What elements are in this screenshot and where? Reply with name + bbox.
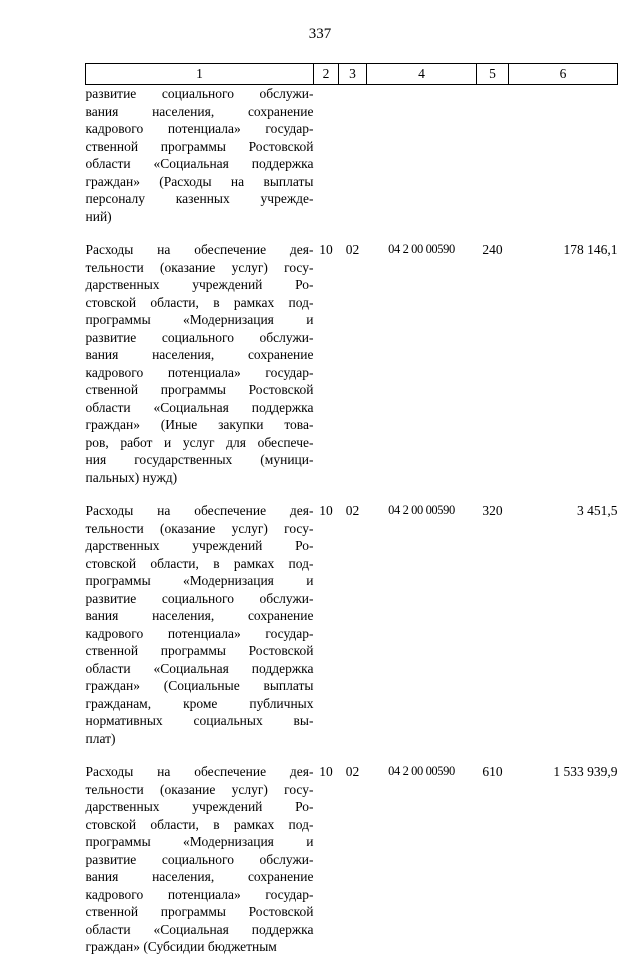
expense-type-code: 610 [482, 764, 503, 779]
description-line: программы «Модернизация и [85, 834, 314, 849]
description-line: кадрового потенциала» государ- [85, 625, 314, 641]
description-line: ственной программы Ростовской [85, 643, 314, 658]
description-line: программы «Модернизация и [85, 312, 314, 327]
description-line: гражданам, кроме публичных [85, 695, 314, 711]
description-line: программы «Модернизация и [85, 573, 314, 588]
target-article-code: 04 2 00 00590 [388, 242, 455, 256]
description-line: пальных) нужд) [85, 469, 178, 485]
target-article-code: 04 2 00 00590 [388, 503, 455, 517]
description-line: кадрового потенциала» государ- [85, 364, 314, 380]
description-line: тельности (оказание услуг) госу- [85, 520, 314, 536]
description-line: плат) [85, 730, 116, 746]
description-line: вания населения, сохранение [85, 103, 314, 119]
description-line: тельности (оказание услуг) госу- [85, 781, 314, 797]
subsection-code: 02 [345, 503, 360, 518]
description-line: вания населения, сохранение [85, 608, 314, 623]
description-line: Расходы на обеспечение дея- [85, 764, 314, 779]
description-line: области «Социальная поддержка [85, 399, 314, 415]
description-line: кадрового потенциала» государ- [85, 886, 314, 902]
description-line: стовской области, в рамках под- [85, 294, 314, 310]
budget-table [85, 63, 618, 956]
subsection-code: 02 [345, 764, 360, 779]
description-line: области «Социальная поддержка [85, 660, 314, 676]
description-line: граждан» (Социальные выплаты [85, 678, 314, 693]
description-line: граждан» (Расходы на выплаты [85, 173, 314, 189]
description-line: персоналу казенных учрежде- [85, 191, 314, 206]
header-col-5: 5 [477, 64, 509, 85]
description-line: дарственных учреждений Ро- [85, 799, 314, 814]
description-line: ния государственных (муници- [85, 452, 314, 467]
description-line: нормативных социальных вы- [85, 713, 314, 728]
header-col-3: 3 [339, 64, 367, 85]
description-line: области «Социальная поддержка [85, 156, 314, 171]
description-line: вания населения, сохранение [85, 869, 314, 884]
section-code: 10 [319, 764, 333, 779]
row-spacer [86, 747, 618, 763]
row-description [86, 763, 314, 956]
description-line: ний) [85, 208, 112, 224]
header-col-6: 6 [509, 64, 618, 85]
description-line: стовской области, в рамках под- [85, 555, 314, 571]
table-row [86, 241, 618, 486]
description-line: развитие социального обслужи- [85, 86, 314, 101]
description-line: ственной программы Ростовской [85, 382, 314, 397]
description-line: тельности (оказание услуг) госу- [85, 259, 314, 275]
section-code: 10 [319, 242, 333, 257]
table-row [86, 763, 618, 956]
description-line: кадрового потенциала» государ- [85, 121, 314, 136]
section-code [314, 85, 339, 226]
expense-type-code: 240 [482, 242, 503, 257]
description-line: Расходы на обеспечение дея- [85, 242, 314, 257]
description-line: Расходы на обеспечение дея- [85, 503, 314, 518]
amount: 3 451,5 [577, 503, 618, 518]
row-description [86, 85, 314, 226]
page-number: 337 [308, 26, 332, 42]
description-line: граждан» (Субсидии бюджетным [85, 939, 277, 954]
description-line: дарственных учреждений Ро- [85, 277, 314, 292]
expense-type-code [477, 85, 509, 226]
description-line: граждан» (Иные закупки това- [85, 417, 314, 432]
row-description [86, 241, 314, 486]
header-col-1: 1 [86, 64, 314, 85]
description-line: дарственных учреждений Ро- [85, 538, 314, 553]
row-spacer [86, 486, 618, 502]
description-line: ственной программы Ростовской [85, 138, 314, 154]
row-spacer [86, 225, 618, 241]
description-line: ров, работ и услуг для обеспече- [85, 434, 314, 450]
description-line: стовской области, в рамках под- [85, 816, 314, 832]
amount [509, 85, 618, 226]
description-line: развитие социального обслужи- [85, 590, 314, 606]
header-col-4: 4 [367, 64, 477, 85]
amount: 1 533 939,9 [553, 764, 618, 779]
table-row [86, 85, 618, 226]
description-line: вания населения, сохранение [85, 347, 314, 362]
table-row [86, 502, 618, 747]
header-row [86, 64, 618, 85]
header-col-2: 2 [314, 64, 339, 85]
description-line: развитие социального обслужи- [85, 851, 314, 867]
expense-type-code: 320 [482, 503, 503, 518]
section-code: 10 [319, 503, 333, 518]
target-article-code [367, 85, 477, 226]
description-line: ственной программы Ростовской [85, 904, 314, 919]
row-description [86, 502, 314, 747]
subsection-code: 02 [345, 242, 360, 257]
description-line: области «Социальная поддержка [85, 921, 314, 937]
description-line: развитие социального обслужи- [85, 329, 314, 345]
amount: 178 146,1 [563, 242, 618, 257]
subsection-code [339, 85, 367, 226]
target-article-code: 04 2 00 00590 [388, 764, 455, 778]
